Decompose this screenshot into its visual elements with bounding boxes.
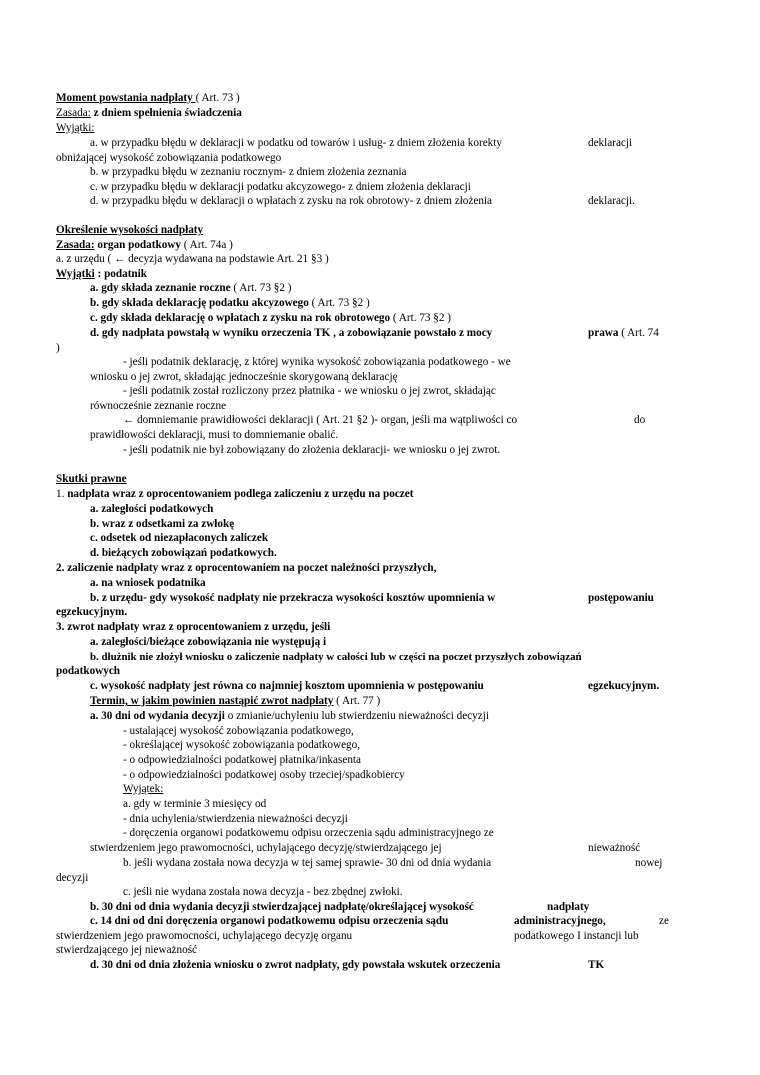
list-item: a. w przypadku błędu w deklaracji w podatku od towarów i usług- z dniem złożenia korekty: [90, 137, 502, 149]
list-item: b. wraz z odsetkami za zwłokę: [90, 518, 235, 530]
sub-item: - określającej wysokość zobowiązania podatkowego,: [123, 739, 361, 751]
list-item: [90, 281, 291, 295]
list-item: [90, 709, 489, 723]
sub-item-continuation: do: [634, 414, 646, 426]
sub-item: - doręczenia organowi podatkowemu odpisu orzeczenia sądu administracyjnego ze: [123, 827, 494, 839]
sub-item-continuation: prawidłowości deklaracji, musi to domniemanie obalić.: [90, 429, 339, 441]
list-item-continuation: postępowaniu: [588, 592, 654, 604]
list-item: d. 30 dni od dnia złożenia wniosku o zwrot nadpłaty, gdy powstała wskutek orzeczenia: [90, 959, 501, 971]
list-item: [90, 296, 370, 310]
list-item: d. gdy nadpłata powstałą w wyniku orzeczenia TK , a zobowiązanie powstało z mocy: [90, 327, 493, 339]
sub-item-continuation: równocześnie zeznanie roczne: [90, 400, 227, 412]
list-item-continuation: podatkowego I instancji lub: [514, 930, 639, 942]
list-item: a. z urzędu ( ← decyzja wydawana na podstawie Art. 21 §3 ): [56, 253, 329, 265]
article-ref: ( Art. 73 ): [195, 92, 240, 104]
sub-item: - jeśli podatnik deklarację, z której wynika wysokość zobowiązania podatkowego - we: [123, 356, 511, 368]
list-item: a. zaległości podatkowych: [90, 503, 214, 515]
numbered-item: [56, 487, 413, 501]
article-ref: ( Art. 73 §2 ): [308, 297, 370, 309]
sub-item-continuation: decyzji: [56, 872, 89, 884]
sub-item: a. gdy w terminie 3 miesięcy od: [123, 798, 267, 810]
sub-item-continuation: stwierdzeniem jego prawomocności, uchylającego decyzję/stwierdzającego jej: [90, 842, 442, 854]
list-item-text: prawa: [588, 327, 619, 339]
list-item: c. wysokość nadpłaty jest równa co najmniej kosztom upomnienia w postępowaniu: [90, 680, 484, 692]
list-item-continuation: egzekucyjnym.: [588, 680, 660, 692]
sub-item: - jeśli podatnik został rozliczony przez płatnika - we wniosku o jej zwrot, składając: [123, 385, 496, 397]
article-ref: ( Art. 74: [618, 327, 659, 339]
item-text: nadpłata wraz z oprocentowaniem podlega zaliczeniu z urzędu na poczet: [67, 488, 414, 500]
wyjatki-line: [56, 267, 147, 281]
article-ref: ( Art. 73 §2 ): [230, 282, 292, 294]
closing-paren: ): [56, 342, 60, 354]
sub-item: - o odpowiedzialności podatkowej płatnika/inkasenta: [123, 754, 361, 766]
list-item: b. dłużnik nie złożył wniosku o zaliczenie nadpłaty w całości lub w części na poczet przyszłych zobowiązań: [90, 651, 582, 663]
list-item-text: b. gdy składa deklarację podatku akcyzowego: [90, 297, 309, 309]
list-item-continuation: stwierdzającego jej nieważność: [56, 944, 198, 956]
sub-item: c. jeśli nie wydana została nowa decyzja - bez zbędnej zwłoki.: [123, 886, 403, 898]
item-number: 1.: [56, 488, 68, 500]
list-item: [90, 311, 451, 325]
list-item-rest: o zmianie/uchyleniu lub stwierdzeniu nieważności decyzji: [224, 710, 489, 722]
list-item-continuation: nadpłaty: [547, 901, 590, 913]
list-item-continuation: ze: [659, 915, 669, 927]
zasada-label: Zasada:: [56, 239, 95, 251]
sub-item: ← domniemanie prawidłowości deklaracji ( Art. 21 §2 )- organ, jeśli ma wątpliwości co: [123, 414, 518, 426]
section-title: Moment powstania nadpłaty: [56, 92, 196, 104]
list-item-continuation: deklaracji.: [588, 195, 635, 207]
list-item-continuation: obniżającej wysokość zobowiązania podatkowego: [56, 152, 282, 164]
numbered-item: 3. zwrot nadpłaty wraz z oprocentowaniem z urzędu, jeśli: [56, 621, 331, 633]
list-item: b. 30 dni od dnia wydania decyzji stwierdzającej nadpłatę/określającej wysokość: [90, 901, 474, 913]
sub-item: - jeśli podatnik nie był zobowiązany do złożenia deklaracji- we wniosku o jej zwrot.: [123, 444, 501, 456]
sub-item: - dnia uchylenia/stwierdzenia nieważności decyzji: [123, 813, 348, 825]
sub-item-continuation: nowej: [635, 857, 663, 869]
list-item: b. w przypadku błędu w zeznaniu rocznym- z dniem złożenia zeznania: [90, 166, 407, 178]
section-title: Termin, w jakim powinien nastąpić zwrot nadpłaty: [90, 695, 334, 707]
section-moment-heading: [56, 91, 240, 105]
article-ref: ( Art. 77 ): [333, 695, 381, 707]
list-item: c. odsetek od niezapłaconych zaliczek: [90, 532, 269, 544]
list-item: d. w przypadku błędu w deklaracji o wpłatach z zysku na rok obrotowy- z dniem złożenia: [90, 195, 492, 207]
zasada-line: [56, 106, 242, 120]
zasada-text: organ podatkowy: [94, 239, 181, 251]
list-item: d. bieżących zobowiązań podatkowych.: [90, 547, 277, 559]
article-ref: ( Art. 73 §2 ): [390, 312, 452, 324]
list-item: a. zaległości/bieżące zobowiązania nie występują i: [90, 636, 327, 648]
list-item-continuation: administracyjnego,: [514, 915, 606, 927]
list-item: c. w przypadku błędu w deklaracji podatku akcyzowego- z dniem złożenia deklaracji: [90, 181, 471, 193]
sub-item: - ustalającej wysokość zobowiązania podatkowego,: [123, 725, 354, 737]
sub-item-continuation: nieważność: [588, 842, 641, 854]
list-item-continuation: [588, 326, 659, 340]
list-item-text: a. 30 dni od wydania decyzji: [90, 710, 225, 722]
list-item-continuation: stwierdzeniem jego prawomocności, uchylającego decyzję organu: [56, 930, 353, 942]
section-title: Określenie wysokości nadpłaty: [56, 224, 204, 236]
list-item-text: a. gdy składa zeznanie roczne: [90, 282, 231, 294]
zasada-text: z dniem spełnienia świadczenia: [90, 107, 242, 119]
numbered-item: 2. zaliczenie nadpłaty wraz z oprocentowaniem na poczet należności przyszłych,: [56, 562, 437, 574]
sub-item: - o odpowiedzialności podatkowej osoby trzeciej/spadkobiercy: [123, 769, 405, 781]
section-heading: [90, 694, 380, 708]
wyjatek-label: Wyjątek:: [123, 783, 164, 795]
list-item-continuation: egzekucyjnym.: [56, 606, 128, 618]
article-ref: ( Art. 74a ): [180, 239, 233, 251]
sub-item: b. jeśli wydana została nowa decyzja w tej samej sprawie- 30 dni od dnia wydania: [123, 857, 492, 869]
wyjatki-label: Wyjątki:: [56, 122, 95, 134]
wyjatki-label: Wyjątki: [56, 268, 95, 280]
zasada-label: Zasada:: [56, 107, 91, 119]
list-item-continuation: deklaracji: [588, 137, 633, 149]
list-item: a. na wniosek podatnika: [90, 577, 206, 589]
list-item: c. 14 dni od dni doręczenia organowi podatkowemu odpisu orzeczenia sądu: [90, 915, 449, 927]
wyjatki-text: : podatnik: [94, 268, 147, 280]
list-item: b. z urzędu- gdy wysokość nadpłaty nie przekracza wysokości kosztów upomnienia w: [90, 592, 496, 604]
list-item-continuation: TK: [588, 959, 605, 971]
zasada-line: [56, 238, 233, 252]
list-item-continuation: podatkowych: [56, 665, 121, 677]
sub-item-continuation: wniosku o jej zwrot, składając jednocześnie skorygowaną deklarację: [90, 371, 398, 383]
section-title: Skutki prawne: [56, 473, 127, 485]
list-item-text: c. gdy składa deklarację o wpłatach z zysku na rok obrotowego: [90, 312, 391, 324]
